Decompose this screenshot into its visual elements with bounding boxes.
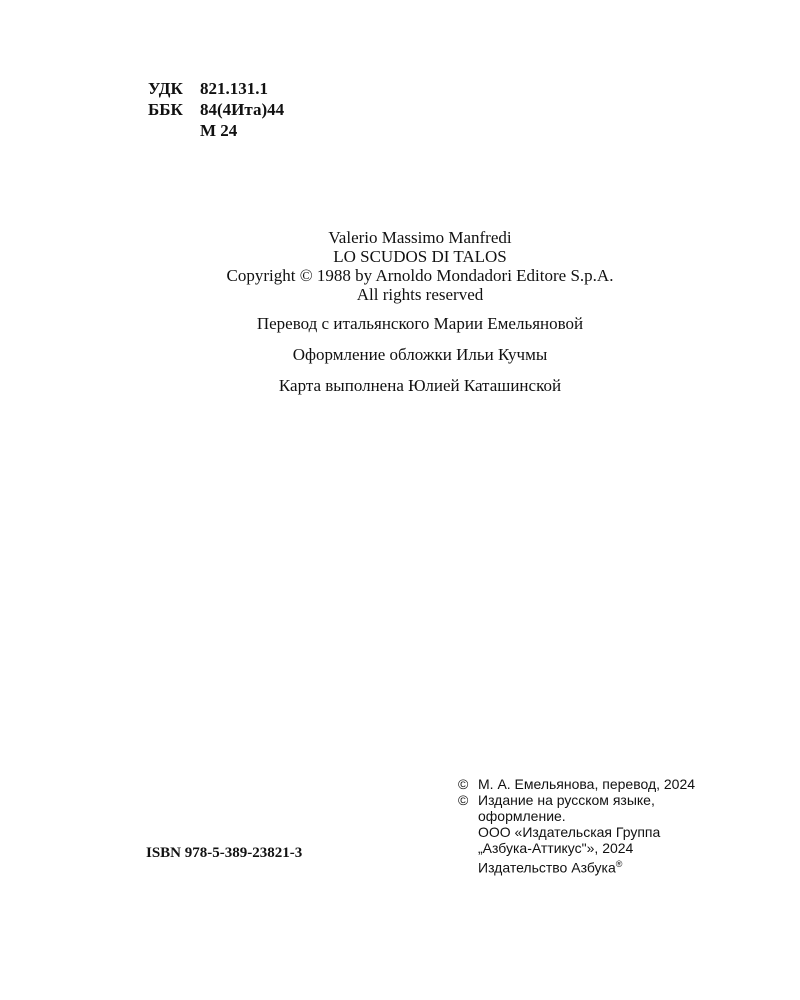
author-sign: М 24 — [200, 121, 238, 140]
rights-line-1: М. А. Емельянова, перевод, 2024 — [478, 776, 696, 792]
original-edition-block — [0, 228, 800, 304]
original-title: LO SCUDOS DI TALOS — [333, 247, 507, 266]
map-credit: Карта выполнена Юлией Каташинской — [278, 376, 562, 395]
original-copyright: Copyright © 1988 by Arnoldo Mondadori Editore S.p.A. — [226, 266, 614, 285]
registered-mark: ® — [615, 859, 623, 869]
copyright-symbol: © — [458, 776, 469, 792]
bbk-row — [148, 99, 284, 120]
isbn: ISBN 978-5-389-23821-3 — [146, 845, 303, 861]
cover-credit: Оформление обложки Ильи Кучмы — [292, 345, 548, 364]
rights-line-5: „Азбука-Аттикус"», 2024 — [478, 840, 634, 856]
copyright-symbol: © — [458, 792, 469, 808]
rights-row-edition — [458, 792, 695, 808]
rights-row-translation — [458, 776, 695, 792]
rights-line-6 — [458, 856, 695, 876]
rights-line-2: Издание на русском языке, — [478, 792, 655, 808]
rights-line-4: ООО «Издательская Группа — [478, 824, 661, 840]
udk-value: 821.131.1 — [200, 79, 268, 98]
bbk-value: 84(4Ита)44 — [200, 100, 285, 119]
udk-label: УДК — [148, 79, 183, 98]
original-author: Valerio Massimo Manfredi — [328, 228, 512, 247]
original-rights: All rights reserved — [356, 285, 484, 304]
rights-line-3: оформление. — [478, 808, 566, 824]
classification-block — [148, 78, 284, 141]
rights-block — [458, 776, 695, 876]
translation-credit: Перевод с итальянского Марии Емельяновой — [256, 314, 584, 333]
udk-row — [148, 78, 284, 99]
publisher-name: Издательство Азбука — [478, 859, 616, 876]
bbk-label: ББК — [148, 100, 183, 119]
